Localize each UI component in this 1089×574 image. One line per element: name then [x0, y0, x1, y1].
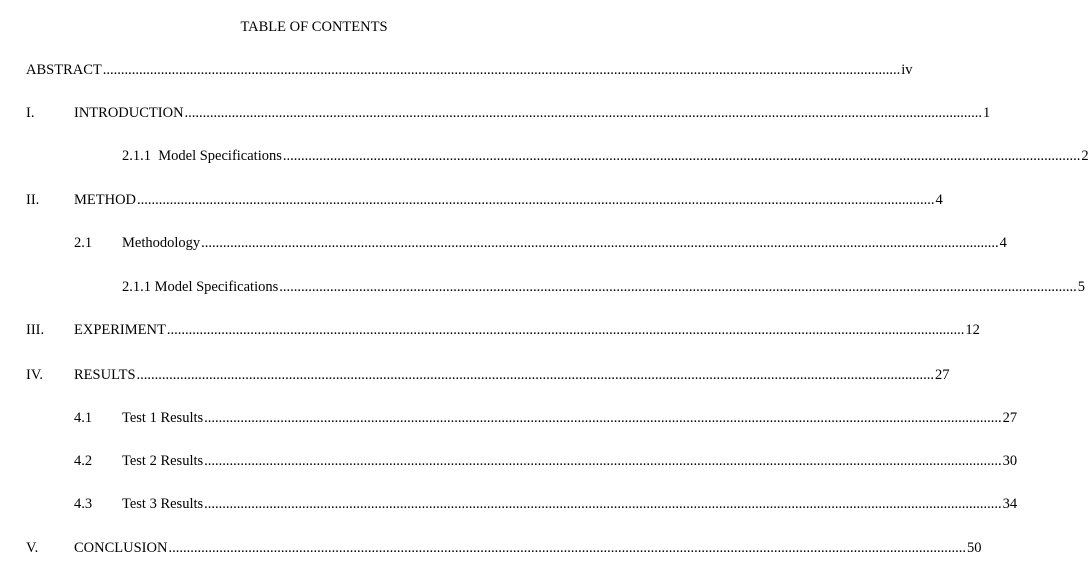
toc-entry-numeral: V.	[26, 540, 39, 556]
toc-leader-dots: ............................................................................................................................................................................................................................	[204, 410, 1002, 426]
toc-entry-label: 2.1.1 Model Specifications	[122, 148, 282, 164]
toc-entry-page: 27	[1002, 410, 1018, 426]
toc-entry-numeral: III.	[26, 322, 45, 338]
toc-entry-page: iv	[901, 62, 913, 78]
toc-entry-page: 2	[1081, 148, 1089, 164]
toc-entry-numeral: II.	[26, 192, 40, 208]
toc-entry-page: 27	[935, 367, 950, 383]
toc-entry-label: Test 1 Results	[122, 410, 204, 426]
toc-entry-introduction[interactable]	[0, 103, 991, 123]
toc-entry-numeral: 4.2	[74, 453, 93, 469]
toc-entry-method[interactable]	[0, 190, 943, 210]
toc-leader-dots: ............................................................................................................................................................................................................................	[102, 62, 901, 78]
toc-entry-page: 4	[935, 192, 943, 208]
toc-entry-abstract[interactable]	[0, 60, 913, 80]
toc-entry-model-specifications-1[interactable]	[0, 146, 1089, 166]
toc-entry-label: Test 3 Results	[122, 496, 204, 512]
toc-title: TABLE OF CONTENTS	[240, 19, 388, 35]
toc-leader-dots: ............................................................................................................................................................................................................................	[279, 279, 1077, 295]
toc-entry-methodology[interactable]	[0, 233, 1007, 253]
toc-entry-numeral: 4.3	[74, 496, 93, 512]
toc-entry-model-specifications-2[interactable]	[0, 277, 1086, 297]
toc-entry-numeral: 4.1	[74, 410, 93, 426]
toc-leader-dots: ............................................................................................................................................................................................................................	[166, 322, 965, 338]
toc-entry-page: 1	[983, 105, 991, 121]
toc-entry-test-3-results[interactable]	[0, 494, 1018, 514]
toc-entry-label: ABSTRACT	[26, 62, 102, 78]
toc-entry-test-1-results[interactable]	[0, 408, 1018, 428]
toc-entry-page: 5	[1077, 279, 1086, 295]
toc-entry-label: Test 2 Results	[122, 453, 204, 469]
toc-entry-label: RESULTS	[74, 367, 136, 383]
toc-leader-dots: ............................................................................................................................................................................................................................	[204, 496, 1002, 512]
toc-entry-label: INTRODUCTION	[74, 105, 184, 121]
toc-entry-numeral: 2.1	[74, 235, 93, 251]
toc-entry-page: 34	[1002, 496, 1018, 512]
toc-entry-page: 12	[965, 322, 980, 338]
toc-leader-dots: ............................................................................................................................................................................................................................	[201, 235, 999, 251]
toc-entry-label: EXPERIMENT	[74, 322, 166, 338]
toc-entry-page: 4	[999, 235, 1007, 251]
toc-leader-dots: ............................................................................................................................................................................................................................	[282, 148, 1081, 164]
toc-entry-numeral: IV.	[26, 367, 44, 383]
toc-entry-numeral: I.	[26, 105, 35, 121]
toc-entry-experiment[interactable]	[0, 320, 980, 340]
toc-entry-label: CONCLUSION	[74, 540, 168, 556]
toc-entry-results[interactable]	[0, 365, 950, 385]
toc-entry-test-2-results[interactable]	[0, 451, 1018, 471]
toc-leader-dots: ............................................................................................................................................................................................................................	[204, 453, 1002, 469]
toc-leader-dots: ............................................................................................................................................................................................................................	[184, 105, 983, 121]
toc-entry-conclusion[interactable]	[0, 538, 982, 558]
toc-entry-label: 2.1.1 Model Specifications	[122, 279, 279, 295]
toc-entry-page: 50	[966, 540, 982, 556]
toc-leader-dots: ............................................................................................................................................................................................................................	[168, 540, 966, 556]
toc-entry-label: Methodology	[122, 235, 201, 251]
toc-leader-dots: ............................................................................................................................................................................................................................	[137, 192, 935, 208]
toc-entry-page: 30	[1002, 453, 1018, 469]
toc-leader-dots: ............................................................................................................................................................................................................................	[136, 367, 935, 383]
toc-entry-label: METHOD	[74, 192, 137, 208]
